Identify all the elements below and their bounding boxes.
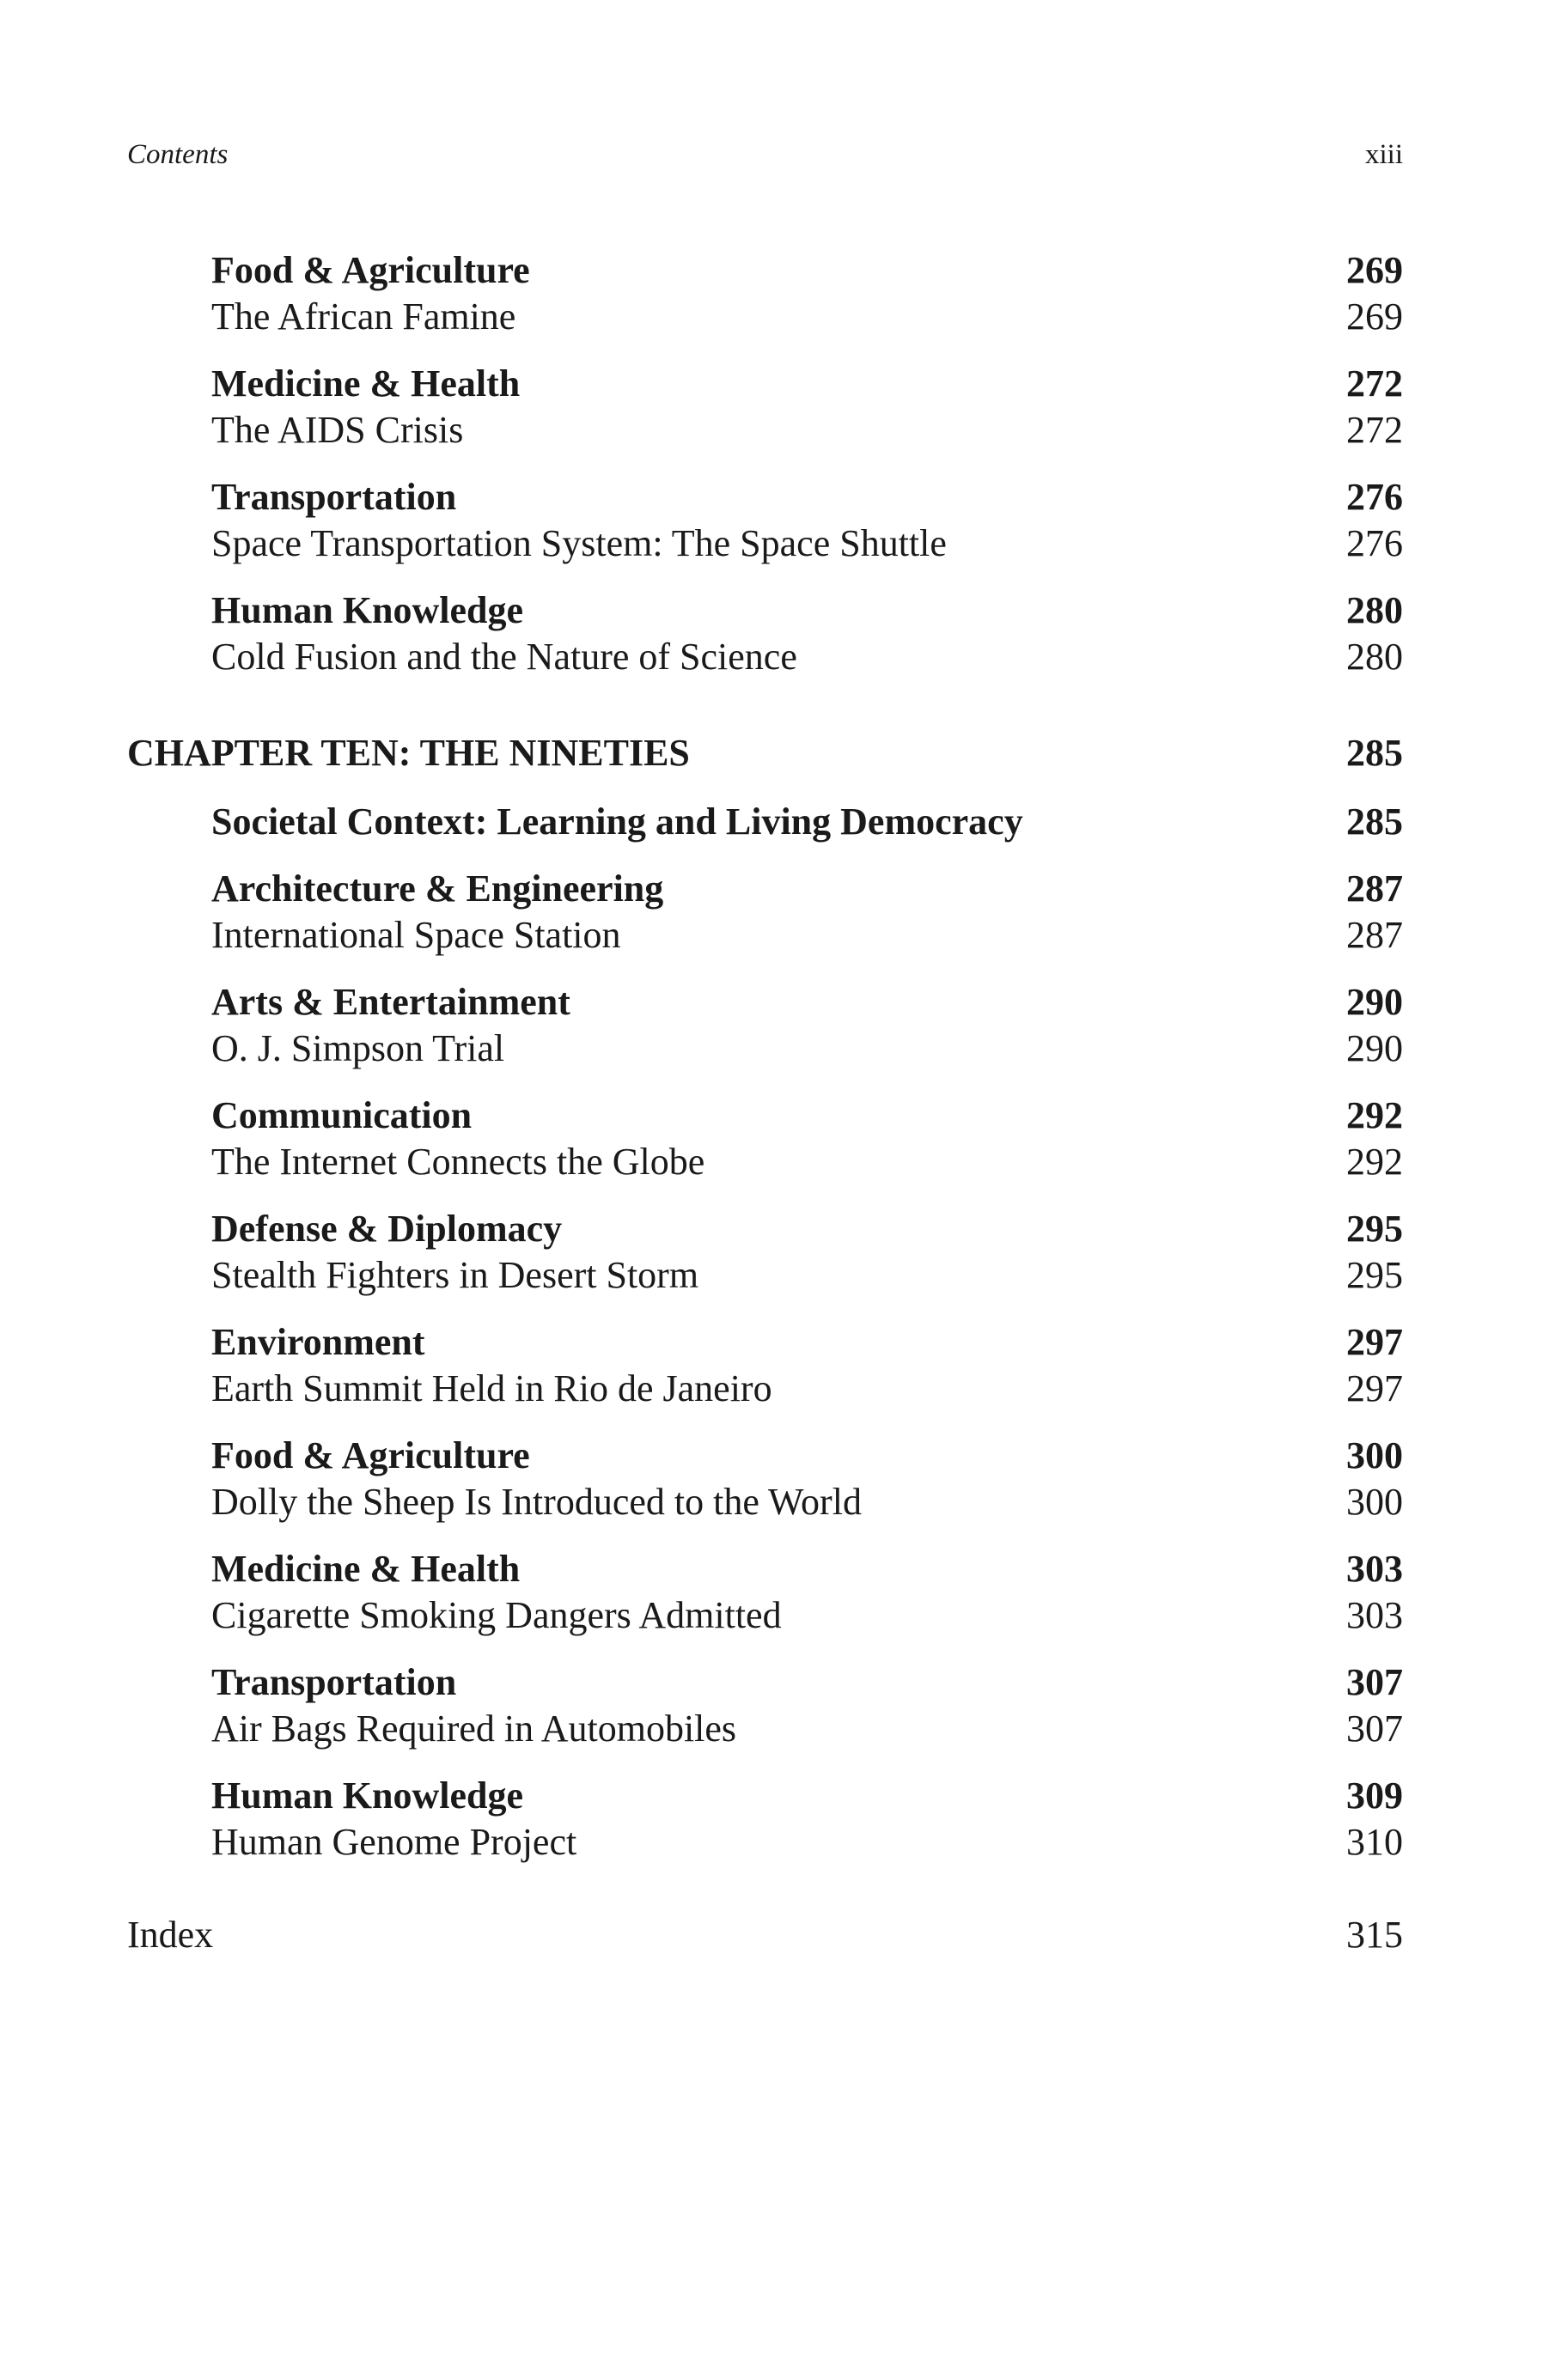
toc-page-number: 290: [1346, 1027, 1403, 1069]
toc-topic: [127, 294, 1403, 340]
toc-section-heading: [127, 1546, 1403, 1592]
toc-section-heading: [127, 1319, 1403, 1366]
toc-label: Cigarette Smoking Dangers Admitted: [211, 1594, 782, 1636]
toc-section-heading: [127, 1093, 1403, 1139]
toc-label: Air Bags Required in Automobiles: [211, 1707, 737, 1750]
toc-page-number: 300: [1346, 1434, 1403, 1476]
toc-page-number: 300: [1346, 1481, 1403, 1523]
toc-section-heading: [127, 474, 1403, 520]
toc-page-number: 287: [1346, 867, 1403, 910]
toc-label: Societal Context: Learning and Living Democracy: [211, 800, 1023, 843]
toc-label: Medicine & Health: [211, 1548, 521, 1590]
toc-page-number: 307: [1346, 1661, 1403, 1703]
toc-label: Architecture & Engineering: [211, 867, 664, 910]
toc-page-number: 295: [1346, 1254, 1403, 1296]
toc-label: Defense & Diplomacy: [211, 1208, 563, 1250]
toc-page-number: 280: [1346, 589, 1403, 631]
toc-section-heading: [127, 799, 1403, 845]
toc-page-number: 290: [1346, 981, 1403, 1023]
toc-label: Food & Agriculture: [211, 1434, 530, 1476]
toc-topic: [127, 912, 1403, 959]
toc-page-number: 269: [1346, 249, 1403, 291]
toc-topic: [127, 1252, 1403, 1299]
toc-page-number: 297: [1346, 1367, 1403, 1409]
toc-page-number: 310: [1346, 1821, 1403, 1863]
toc-page-number: 303: [1346, 1594, 1403, 1636]
toc-label: Stealth Fighters in Desert Storm: [211, 1254, 699, 1296]
toc-label: Dolly the Sheep Is Introduced to the World: [211, 1481, 862, 1523]
running-head-page-number: xiii: [1364, 139, 1403, 170]
toc-topic: [127, 634, 1403, 680]
toc-label: O. J. Simpson Trial: [211, 1027, 505, 1069]
toc-label: Transportation: [211, 476, 457, 518]
toc-page-number: 272: [1346, 409, 1403, 451]
toc-page-number: 280: [1346, 636, 1403, 678]
toc-index-entry: [127, 1912, 1403, 1958]
toc-page-number: 292: [1346, 1094, 1403, 1136]
toc-topic: [127, 520, 1403, 567]
toc-page-number: 276: [1346, 476, 1403, 518]
toc-label: Communication: [211, 1094, 473, 1136]
toc-label: Food & Agriculture: [211, 249, 530, 291]
toc-section-heading: [127, 587, 1403, 634]
toc-section-heading: [127, 979, 1403, 1026]
toc-page-number: 303: [1346, 1548, 1403, 1590]
toc-topic: [127, 1819, 1403, 1866]
toc-page-number: 285: [1346, 732, 1403, 774]
toc-page-number: 297: [1346, 1321, 1403, 1363]
toc-topic: [127, 1026, 1403, 1072]
toc-label: The Internet Connects the Globe: [211, 1141, 705, 1183]
running-head: [127, 139, 1403, 171]
toc-section-heading: [127, 1659, 1403, 1706]
toc-page-number: 295: [1346, 1208, 1403, 1250]
toc-page-number: 309: [1346, 1774, 1403, 1817]
toc-section-heading: [127, 247, 1403, 294]
toc-label: International Space Station: [211, 914, 621, 956]
toc-page-number: 285: [1346, 800, 1403, 843]
toc-page-number: 272: [1346, 362, 1403, 405]
toc-label: Arts & Entertainment: [211, 981, 570, 1023]
toc-label: Human Genome Project: [211, 1821, 577, 1863]
toc-topic: [127, 1366, 1403, 1412]
toc-label: Earth Summit Held in Rio de Janeiro: [211, 1367, 772, 1409]
toc-label: Index: [127, 1914, 214, 1956]
toc-label: Cold Fusion and the Nature of Science: [211, 636, 797, 678]
toc-label: Human Knowledge: [211, 1774, 524, 1817]
toc-label: CHAPTER TEN: THE NINETIES: [127, 732, 690, 774]
toc-section-heading: [127, 866, 1403, 912]
toc-section-heading: [127, 1433, 1403, 1479]
toc-section-heading: [127, 361, 1403, 407]
toc-page-number: 269: [1346, 295, 1403, 338]
toc-page-number: 276: [1346, 522, 1403, 564]
running-head-title: Contents: [127, 139, 229, 170]
toc-label: Space Transportation System: The Space Shuttle: [211, 522, 947, 564]
toc-page-number: 287: [1346, 914, 1403, 956]
toc-chapter-heading: [127, 730, 1403, 776]
toc-topic: [127, 1706, 1403, 1752]
toc-section-heading: [127, 1206, 1403, 1252]
toc-page-number: 315: [1346, 1914, 1403, 1956]
toc-label: Medicine & Health: [211, 362, 521, 405]
toc-label: Transportation: [211, 1661, 457, 1703]
toc-label: The AIDS Crisis: [211, 409, 464, 451]
toc-section-heading: [127, 1773, 1403, 1819]
toc-topic: [127, 1592, 1403, 1639]
toc-topic: [127, 407, 1403, 453]
toc-page-number: 292: [1346, 1141, 1403, 1183]
toc-label: The African Famine: [211, 295, 516, 338]
table-of-contents: [127, 247, 1403, 1958]
toc-topic: [127, 1139, 1403, 1185]
toc-page-number: 307: [1346, 1707, 1403, 1750]
toc-topic: [127, 1479, 1403, 1525]
toc-label: Human Knowledge: [211, 589, 524, 631]
toc-label: Environment: [211, 1321, 425, 1363]
